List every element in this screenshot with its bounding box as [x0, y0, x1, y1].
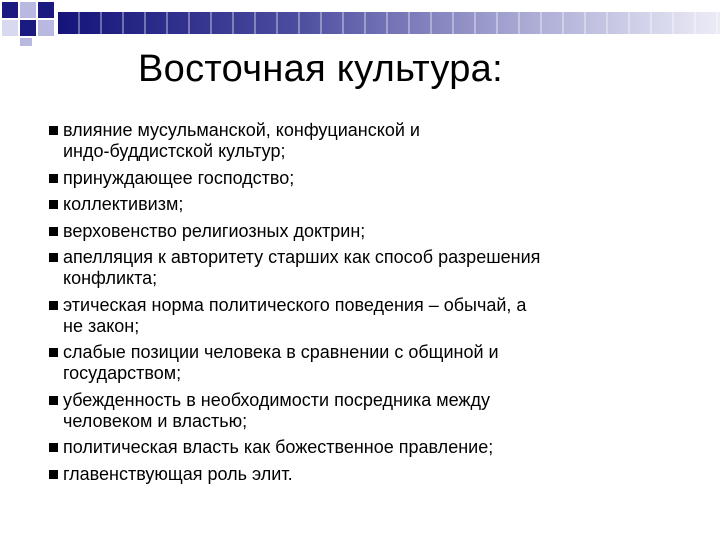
list-item: [48, 295, 688, 337]
list-item-text: политическая власть как божественное правление;: [63, 437, 494, 457]
square-bullet-icon: [49, 396, 58, 405]
list-item: [48, 390, 688, 432]
list-item-text: верховенство религиозных доктрин;: [63, 220, 366, 241]
bullet-list: [48, 120, 688, 490]
list-item: [48, 342, 688, 384]
list-item-text: влияние мусульманской, конфуцианской и: [63, 120, 420, 140]
list-item: [48, 120, 688, 162]
square-bullet-icon: [49, 443, 58, 452]
deco-square-icon: [20, 20, 36, 36]
deco-square-icon: [38, 2, 54, 18]
deco-square-icon: [20, 38, 32, 46]
square-bullet-icon: [49, 253, 58, 262]
list-item-text: апелляция к авторитету старших как способ разрешения: [63, 247, 541, 267]
list-item: [48, 194, 688, 215]
deco-square-icon: [2, 2, 18, 18]
list-item-text: государством;: [63, 363, 182, 383]
list-item: [48, 221, 688, 242]
square-bullet-icon: [49, 174, 58, 183]
list-item-text: слабые позиции человека в сравнении с общиной и: [63, 342, 499, 362]
deco-square-icon: [38, 20, 54, 36]
deco-square-icon: [20, 2, 36, 18]
list-item: [48, 437, 688, 458]
square-bullet-icon: [49, 470, 58, 479]
slide-title: Восточная культура:: [138, 48, 503, 90]
square-bullet-icon: [49, 126, 58, 135]
header-decoration: [0, 0, 720, 48]
square-bullet-icon: [49, 301, 58, 310]
list-item-text: не закон;: [63, 315, 140, 336]
list-item: [48, 168, 688, 189]
list-item-text: главенствующая роль элит.: [63, 463, 293, 484]
square-bullet-icon: [49, 227, 58, 236]
list-item-text: индо-буддистской культур;: [63, 141, 286, 161]
list-item-text: конфликта;: [63, 268, 158, 288]
square-bullet-icon: [49, 348, 58, 357]
list-item-text: человеком и властью;: [63, 410, 248, 431]
list-item-text: этическая норма политического поведения – обычай, а: [63, 294, 527, 315]
list-item-text: принуждающее господство;: [63, 167, 295, 188]
square-bullet-icon: [49, 200, 58, 209]
list-item: [48, 464, 688, 485]
list-item-text: убежденность в необходимости посредника между: [63, 389, 490, 410]
list-item: [48, 247, 688, 289]
gradient-band-ticks: [58, 12, 720, 34]
list-item-text: коллективизм;: [63, 194, 184, 214]
deco-square-icon: [2, 20, 18, 36]
